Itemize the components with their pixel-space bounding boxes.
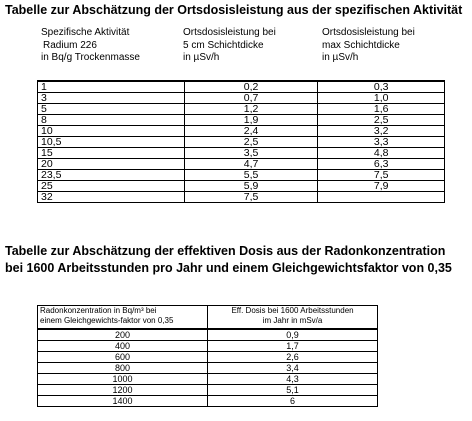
- table-cell: 0,9: [208, 329, 378, 341]
- table-cell: 0,7: [184, 93, 318, 104]
- table-cell: 5: [38, 104, 185, 115]
- table-row: [38, 137, 445, 148]
- table-row: [38, 159, 445, 170]
- table-cell: 2,5: [318, 115, 445, 126]
- table-row: [38, 363, 378, 374]
- header-line: in µSv/h: [183, 52, 220, 63]
- table-row: [38, 148, 445, 159]
- table-cell: 10: [38, 126, 185, 137]
- table-row: [38, 396, 378, 407]
- table-cell: 5,5: [184, 170, 318, 181]
- table-cell: 3,2: [318, 126, 445, 137]
- table-row: [38, 192, 445, 203]
- table-row: [38, 81, 445, 93]
- table-row: [38, 352, 378, 363]
- table1-header-max: [322, 27, 415, 65]
- table-cell: 20: [38, 159, 185, 170]
- table-cell: 800: [38, 363, 208, 374]
- table1-header-activity: [41, 27, 140, 65]
- header-line: Spezifische Aktivität: [41, 27, 130, 38]
- table-cell: 200: [38, 329, 208, 341]
- table-cell: 15: [38, 148, 185, 159]
- table-cell: 0,2: [184, 81, 318, 93]
- table-cell: 5,1: [208, 385, 378, 396]
- header-line: Radonkonzentration in Bq/m³ bei: [40, 306, 157, 315]
- table-cell: 0,3: [318, 81, 445, 93]
- table2-title-line: Tabelle zur Abschätzung der effektiven Dosis aus der Radonkonzentration: [5, 244, 446, 258]
- table-row: [38, 374, 378, 385]
- table-cell: 4,3: [208, 374, 378, 385]
- table2-header-row: [38, 306, 378, 330]
- table2-header-dose: [208, 306, 378, 330]
- header-line: Ortsdosisleistung bei: [322, 27, 415, 38]
- table-row: [38, 341, 378, 352]
- table-cell: 2,6: [208, 352, 378, 363]
- table-cell: 32: [38, 192, 185, 203]
- table-row: [38, 181, 445, 192]
- header-line: in µSv/h: [322, 52, 359, 63]
- table-cell: 3,4: [208, 363, 378, 374]
- table1-title: Tabelle zur Abschätzung der Ortsdosisleistung aus der spezifischen Aktivität: [5, 3, 463, 17]
- table-cell: 6: [208, 396, 378, 407]
- header-line: Ortsdosisleistung bei: [183, 27, 276, 38]
- table-cell: 1: [38, 81, 185, 93]
- table-row: [38, 385, 378, 396]
- table-cell: 1,7: [208, 341, 378, 352]
- table-row: [38, 115, 445, 126]
- table-cell: 5,9: [184, 181, 318, 192]
- table-cell: 2,5: [184, 137, 318, 148]
- table-cell: 7,9: [318, 181, 445, 192]
- table-row: [38, 104, 445, 115]
- table-cell: 1200: [38, 385, 208, 396]
- table-cell: 8: [38, 115, 185, 126]
- table-cell: 25: [38, 181, 185, 192]
- table1: [37, 80, 445, 203]
- table-cell: 3,5: [184, 148, 318, 159]
- header-line: 5 cm Schichtdicke: [183, 39, 264, 51]
- table-cell: 4,8: [318, 148, 445, 159]
- table-cell: 1,9: [184, 115, 318, 126]
- table-cell: 7,5: [184, 192, 318, 203]
- table-cell: 3: [38, 93, 185, 104]
- table1-header-5cm: [183, 27, 276, 65]
- table-cell: 4,7: [184, 159, 318, 170]
- header-line: Eff. Dosis bei 1600 Arbeitsstunden: [231, 306, 354, 315]
- table-cell: 400: [38, 341, 208, 352]
- table-cell: 3,3: [318, 137, 445, 148]
- header-line: in Bq/g Trockenmasse: [41, 52, 140, 63]
- table-cell: 2,4: [184, 126, 318, 137]
- header-line: Radium 226: [43, 39, 97, 51]
- table2-title-line: bei 1600 Arbeitsstunden pro Jahr und einem Gleichgewichtsfaktor von 0,35: [5, 261, 452, 275]
- table-cell: [318, 192, 445, 203]
- table-row: [38, 329, 378, 341]
- table-cell: 600: [38, 352, 208, 363]
- table2-header-radon: [38, 306, 208, 330]
- table-cell: 1,6: [318, 104, 445, 115]
- table2: [37, 305, 378, 407]
- header-line: einem Gleichgewichts-faktor von 0,35: [40, 316, 174, 325]
- table-cell: 1,2: [184, 104, 318, 115]
- table-cell: 1400: [38, 396, 208, 407]
- table-row: [38, 170, 445, 181]
- table2-title: [5, 243, 452, 277]
- table-cell: 7,5: [318, 170, 445, 181]
- header-line: max Schichtdicke: [322, 39, 400, 51]
- table-cell: 23,5: [38, 170, 185, 181]
- table-cell: 6,3: [318, 159, 445, 170]
- header-line: im Jahr in mSv/a: [262, 316, 323, 325]
- table-row: [38, 93, 445, 104]
- table-row: [38, 126, 445, 137]
- table-cell: 1000: [38, 374, 208, 385]
- table-cell: 1,0: [318, 93, 445, 104]
- table-cell: 10,5: [38, 137, 185, 148]
